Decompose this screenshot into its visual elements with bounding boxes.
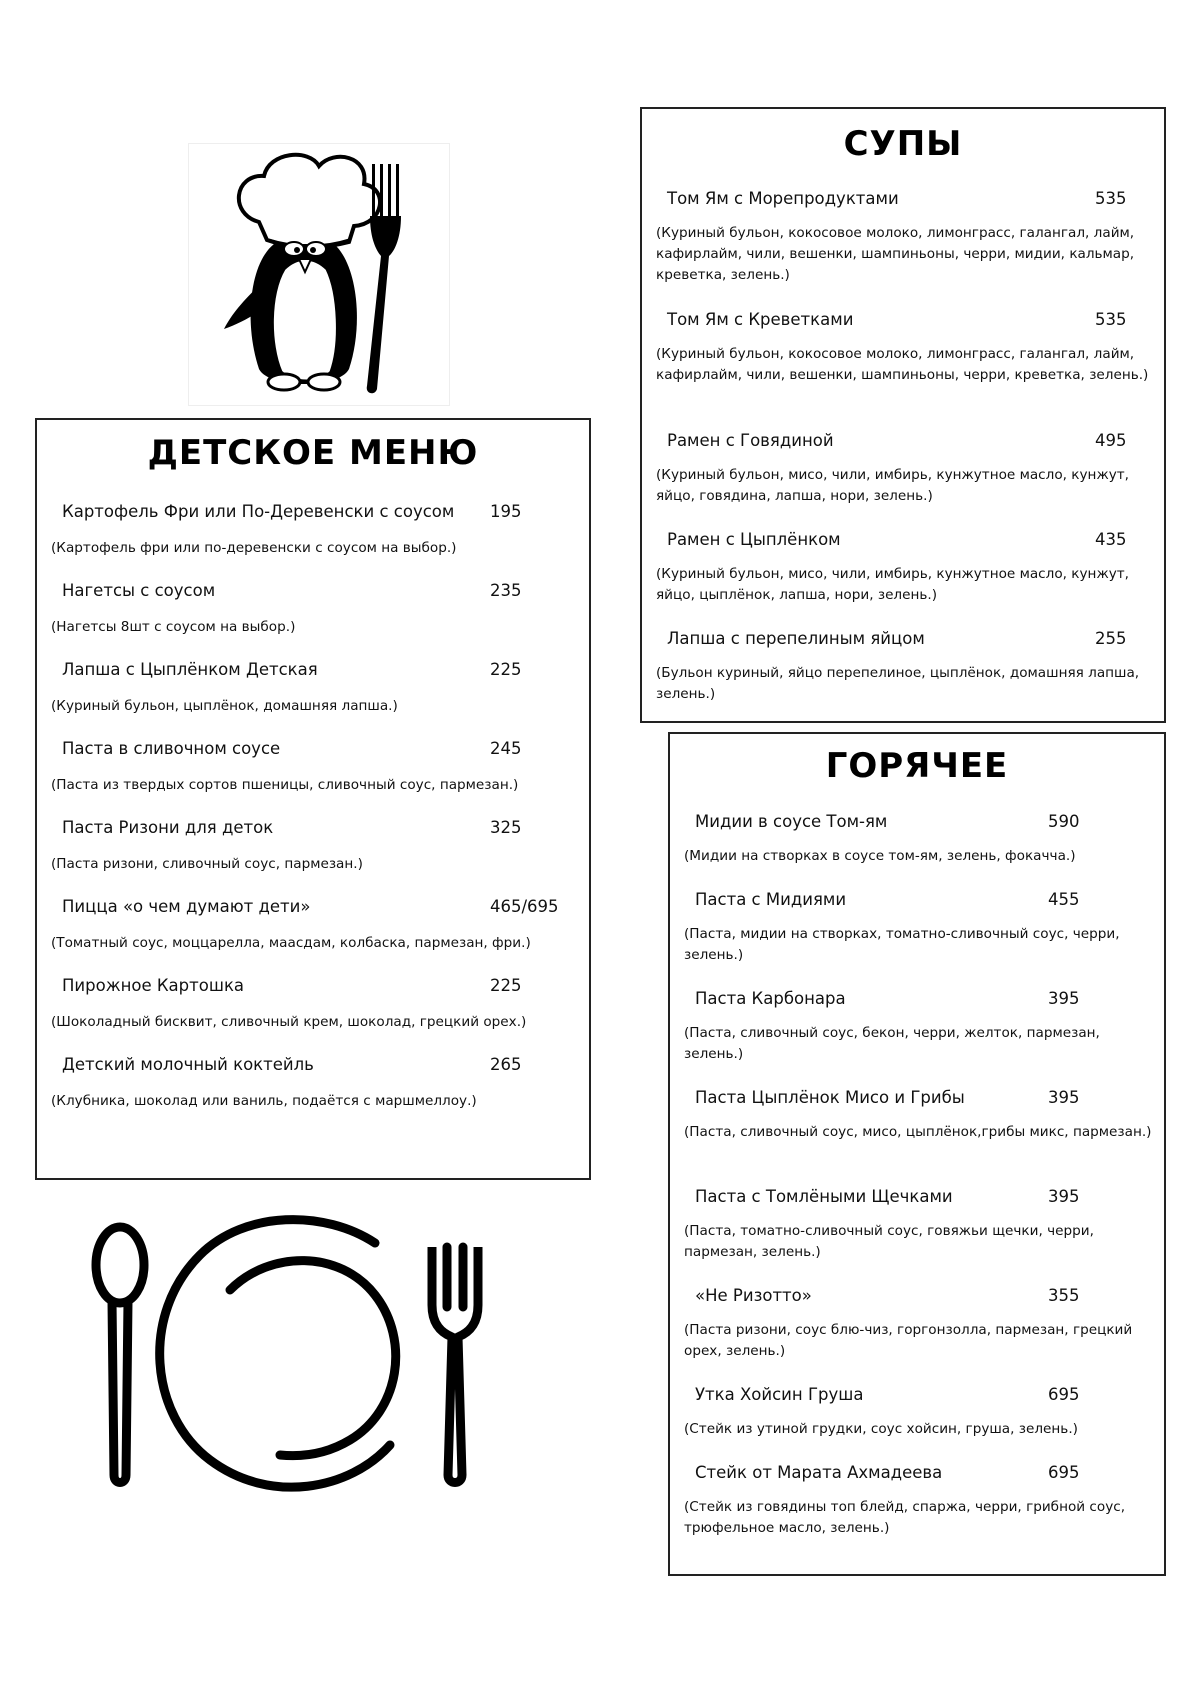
menu-item-price: 495 <box>1095 431 1127 450</box>
menu-item-name: Пирожное Картошка <box>62 976 245 995</box>
menu-item-name: «Не Ризотто» <box>695 1286 812 1305</box>
menu-item-description: (Паста, томатно-сливочный соус, говяжьи щечки, черри, пармезан, зелень.) <box>684 1223 1094 1260</box>
menu-item-name: Стейк от Марата Ахмадеева <box>695 1463 943 1482</box>
menu-item-description: (Паста, мидии на створках, томатно-сливочный соус, черри, зелень.) <box>684 926 1120 963</box>
menu-item-description: (Нагетсы 8шт с соусом на выбор.) <box>51 619 296 635</box>
menu-item-price: 395 <box>1048 1187 1080 1206</box>
menu-item-price: 695 <box>1048 1385 1080 1404</box>
menu-item-price: 195 <box>490 502 522 521</box>
menu-item-description: (Куриный бульон, кокосовое молоко, лимонграсс, галангал, лайм, кафирлайм, чили, вешенки, шампиньоны, черри, креветка, зелень.) <box>656 346 1149 383</box>
penguin-chef-icon <box>188 143 450 406</box>
menu-item-name: Паста в сливочном соусе <box>62 739 281 758</box>
hot-dishes-section <box>668 732 1166 1576</box>
menu-item-description: (Томатный соус, моццарелла, маасдам, колбаска, пармезан, фри.) <box>51 935 531 951</box>
menu-item-description: (Паста, сливочный соус, бекон, черри, желток, пармезан, зелень.) <box>684 1025 1100 1062</box>
menu-item-name: Паста с Томлёными Щечками <box>695 1187 953 1206</box>
menu-item-price: 355 <box>1048 1286 1080 1305</box>
menu-item-description: (Бульон куриный, яйцо перепелиное, цыплёнок, домашняя лапша, зелень.) <box>656 665 1140 702</box>
menu-item-description: (Паста из твердых сортов пшеницы, сливочный соус, пармезан.) <box>51 777 519 793</box>
menu-item-name: Лапша с Цыплёнком Детская <box>62 660 318 679</box>
menu-item-description: (Стейк из утиной грудки, соус хойсин, груша, зелень.) <box>684 1421 1078 1437</box>
menu-item-description: (Картофель фри или по-деревенски с соусом на выбор.) <box>51 540 457 556</box>
menu-item-name: Лапша с перепелиным яйцом <box>667 629 925 648</box>
menu-item-description: (Паста ризони, сливочный соус, пармезан.) <box>51 856 363 872</box>
menu-item-description: (Клубника, шоколад или ваниль, подаётся с маршмеллоу.) <box>51 1093 477 1109</box>
menu-item-name: Картофель Фри или По-Деревенски с соусом <box>62 502 455 521</box>
menu-item-name: Детский молочный коктейль <box>62 1055 314 1074</box>
menu-item-description: (Паста, сливочный соус, мисо, цыплёнок,грибы микс, пармезан.) <box>684 1124 1152 1140</box>
hot-dishes-title: ГОРЯЧЕЕ <box>825 746 1009 786</box>
menu-item-price: 455 <box>1048 890 1080 909</box>
menu-item-name: Паста с Мидиями <box>695 890 847 909</box>
menu-item-description: (Куриный бульон, цыплёнок, домашняя лапша.) <box>51 698 398 714</box>
menu-item-name: Том Ям с Креветками <box>667 310 854 329</box>
menu-item-name: Мидии в соусе Том-ям <box>695 812 888 831</box>
menu-item-price: 395 <box>1048 989 1080 1008</box>
menu-item-description: (Куриный бульон, кокосовое молоко, лимонграсс, галангал, лайм, кафирлайм, чили, вешенки, шампиньоны, черри, мидии, кальмар, креветка, зелень.) <box>656 225 1135 283</box>
menu-item-price: 235 <box>490 581 522 600</box>
menu-item-name: Паста Ризони для деток <box>62 818 274 837</box>
menu-item-price: 590 <box>1048 812 1080 831</box>
menu-item-price: 695 <box>1048 1463 1080 1482</box>
menu-item-price: 255 <box>1095 629 1127 648</box>
menu-item-description: (Мидии на створках в соусе том-ям, зелень, фокачча.) <box>684 848 1076 864</box>
menu-item-name: Пицца «о чем думают дети» <box>62 897 311 916</box>
menu-item-description: (Шоколадный бисквит, сливочный крем, шоколад, грецкий орех.) <box>51 1014 527 1030</box>
menu-item-price: 325 <box>490 818 522 837</box>
menu-item-name: Паста Карбонара <box>695 989 846 1008</box>
menu-item-price: 435 <box>1095 530 1127 549</box>
menu-item-name: Паста Цыплёнок Мисо и Грибы <box>695 1088 965 1107</box>
menu-item-name: Рамен с Говядиной <box>667 431 834 450</box>
menu-item-price: 535 <box>1095 310 1127 329</box>
menu-item-price: 465/695 <box>490 897 559 916</box>
soups-title: СУПЫ <box>843 124 963 164</box>
menu-item-name: Том Ям с Морепродуктами <box>667 189 899 208</box>
kids-menu-title: ДЕТСКОЕ МЕНЮ <box>147 433 479 473</box>
menu-item-price: 395 <box>1048 1088 1080 1107</box>
menu-item-name: Рамен с Цыплёнком <box>667 530 841 549</box>
menu-item-description: (Стейк из говядины топ блейд, спаржа, черри, грибной соус, трюфельное масло, зелень.) <box>684 1499 1126 1536</box>
soups-section <box>640 107 1166 723</box>
kids-menu-section <box>35 418 591 1180</box>
menu-item-description: (Куриный бульон, мисо, чили, имбирь, кунжутное масло, кунжут, яйцо, говядина, лапша, нори, зелень.) <box>656 467 1129 504</box>
menu-item-description: (Паста ризони, соус блю-чиз, горгонзолла, пармезан, грецкий орех, зелень.) <box>684 1322 1133 1359</box>
menu-item-price: 225 <box>490 660 522 679</box>
menu-item-price: 535 <box>1095 189 1127 208</box>
menu-item-price: 265 <box>490 1055 522 1074</box>
menu-item-description: (Куриный бульон, мисо, чили, имбирь, кунжутное масло, кунжут, яйцо, цыплёнок, лапша, нори, зелень.) <box>656 566 1129 603</box>
plate-spoon-fork-icon <box>80 1215 490 1495</box>
menu-item-price: 225 <box>490 976 522 995</box>
menu-item-name: Утка Хойсин Груша <box>695 1385 864 1404</box>
menu-item-name: Нагетсы с соусом <box>62 581 216 600</box>
menu-item-price: 245 <box>490 739 522 758</box>
